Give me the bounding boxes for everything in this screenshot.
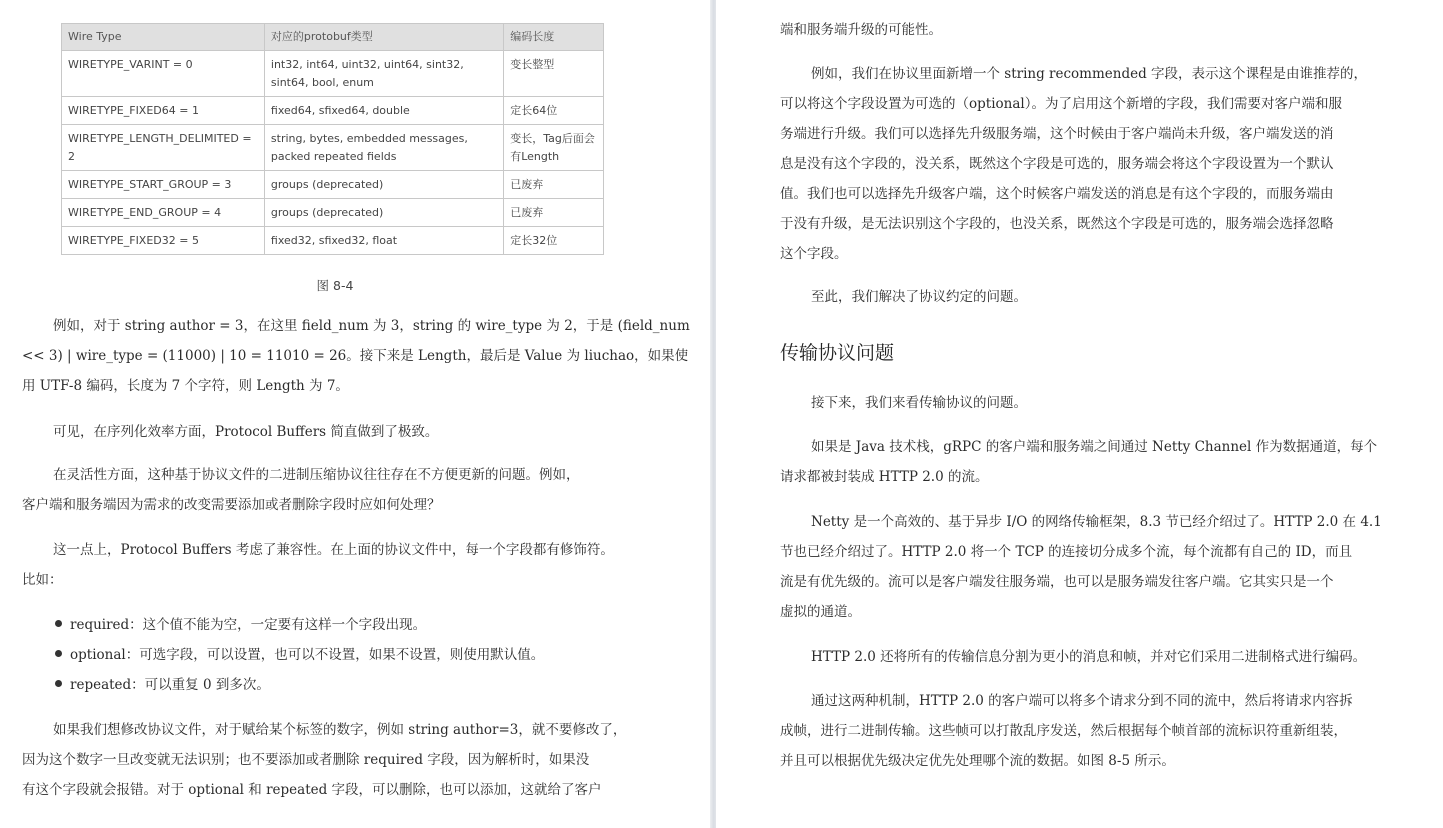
- table-cell: WIRETYPE_LENGTH_DELIMITED = 2: [62, 125, 265, 171]
- text-line: 因为这个数字一旦改变就无法识别；也不要添加或者删除 required 字段，因为解析时，如果没: [22, 752, 590, 768]
- bullet-icon: [55, 680, 62, 687]
- table-row: [62, 97, 604, 125]
- right-paragraph-5: [780, 507, 1410, 627]
- text-line: 可以将这个字段设置为可选的（optional）。为了启用这个新增的字段，我们需要对客户端和服: [780, 96, 1342, 112]
- table-cell: groups (deprecated): [264, 199, 503, 227]
- table-header-row: [62, 24, 604, 51]
- bullet-icon: [55, 620, 62, 627]
- text-line: 于没有升级，是无法识别这个字段的，也没关系，既然这个字段是可选的，服务端会选择忽略: [780, 216, 1334, 232]
- text-line: 用 UTF-8 编码，长度为 7 个字符，则 Length 为 7。: [22, 378, 349, 394]
- text-line: 节也已经介绍过了。HTTP 2.0 将一个 TCP 的连接切分成多个流，每个流都有自己的 ID，而且: [780, 544, 1353, 560]
- table-row: [62, 125, 604, 171]
- text-line: 比如：: [22, 572, 63, 588]
- text-line: 例如，我们在协议里面新增一个 string recommended 字段，表示这个课程是由谁推荐的，: [811, 66, 1368, 82]
- text-line: << 3) | wire_type = (11000) | 10 = 11010 = 26。接下来是 Length，最后是 Value 为 liuchao，如果使: [22, 348, 689, 364]
- table-cell: WIRETYPE_FIXED64 = 1: [62, 97, 265, 125]
- table-cell: string, bytes, embedded messages, packed repeated fields: [264, 125, 503, 171]
- text-line: 成帧，进行二进制传输。这些帧可以打散乱序发送，然后根据每个帧首部的流标识符重新组装，: [780, 723, 1347, 739]
- bullet-text: optional：可选字段，可以设置，也可以不设置，如果不设置，则使用默认值。: [70, 647, 545, 663]
- text-line: 端和服务端升级的可能性。: [780, 22, 942, 38]
- text-line: 客户端和服务端因为需求的改变需要添加或者删除字段时应如何处理？: [22, 497, 441, 513]
- text-line: 务端进行升级。我们可以选择先升级服务端，这个时候由于客户端尚未升级，客户端发送的消: [780, 126, 1334, 142]
- text-line: 流是有优先级的。流可以是客户端发往服务端，也可以是服务端发往客户端。它其实只是一个: [780, 574, 1334, 590]
- bullet-text: repeated：可以重复 0 到多次。: [70, 677, 270, 693]
- table-header-cell: 编码长度: [504, 24, 604, 51]
- bullet-item: [55, 640, 544, 670]
- text-line: 可见，在序列化效率方面，Protocol Buffers 简直做到了极致。: [53, 424, 439, 440]
- text-line: 请求都被封装成 HTTP 2.0 的流。: [780, 469, 989, 485]
- table-cell: int32, int64, uint32, uint64, sint32, sint64, bool, enum: [264, 51, 503, 97]
- figure-caption: 图 8-4: [316, 278, 354, 293]
- text-line: 通过这两种机制，HTTP 2.0 的客户端可以将多个请求分到不同的流中，然后将请求内容拆: [811, 693, 1353, 709]
- table-cell: 变长整型: [504, 51, 604, 97]
- left-paragraph-1: [22, 311, 690, 401]
- right-paragraph-3: [780, 388, 1410, 418]
- table-cell: fixed32, sfixed32, float: [264, 227, 503, 255]
- text-line: 如果是 Java 技术栈，gRPC 的客户端和服务端之间通过 Netty Channel 作为数据通道，每个: [811, 439, 1378, 455]
- left-paragraph-2: [22, 417, 652, 447]
- left-paragraph-5: [22, 715, 652, 805]
- right-paragraph-6: [780, 642, 1410, 672]
- left-paragraph-4: [22, 535, 652, 595]
- right-paragraph-2: [780, 282, 1410, 312]
- text-line: 并且可以根据优先级决定优先处理哪个流的数据。如图 8-5 所示。: [780, 753, 1175, 769]
- text-line: 虚拟的通道。: [780, 604, 861, 620]
- table-row: [62, 51, 604, 97]
- wire-type-table: [61, 23, 604, 255]
- text-line: 至此，我们解决了协议约定的问题。: [811, 289, 1027, 305]
- right-paragraph-1: [780, 59, 1410, 269]
- text-line: 这一点上，Protocol Buffers 考虑了兼容性。在上面的协议文件中，每一个字段都有修饰符。: [53, 542, 614, 558]
- text-line: 值。我们也可以选择先升级客户端，这个时候客户端发送的消息是有这个字段的，而服务端由: [780, 186, 1334, 202]
- text-line: 在灵活性方面，这种基于协议文件的二进制压缩协议往往存在不方便更新的问题。例如，: [53, 467, 580, 483]
- table-row: [62, 227, 604, 255]
- text-line: 例如，对于 string author = 3，在这里 field_num 为 3，string 的 wire_type 为 2，于是 (field_num: [53, 318, 690, 334]
- text-line: 息是没有这个字段的，没关系，既然这个字段是可选的，服务端会将这个字段设置为一个默认: [780, 156, 1334, 172]
- table-header-cell: 对应的protobuf类型: [264, 24, 503, 51]
- bullet-item: [55, 670, 270, 700]
- table-cell: 已废弃: [504, 199, 604, 227]
- table-row: [62, 199, 604, 227]
- table-cell: fixed64, sfixed64, double: [264, 97, 503, 125]
- right-paragraph-0: [780, 15, 1410, 45]
- table-cell: WIRETYPE_START_GROUP = 3: [62, 171, 265, 199]
- right-paragraph-4: [780, 432, 1410, 492]
- text-line: 如果我们想修改协议文件，对于赋给某个标签的数字，例如 string author=3，就不要修改了，: [53, 722, 627, 738]
- table-cell: 变长，Tag后面会有Length: [504, 125, 604, 171]
- table-cell: WIRETYPE_END_GROUP = 4: [62, 199, 265, 227]
- table-row: [62, 171, 604, 199]
- table-header-cell: Wire Type: [62, 24, 265, 51]
- text-line: 接下来，我们来看传输协议的问题。: [811, 395, 1027, 411]
- table-cell: WIRETYPE_VARINT = 0: [62, 51, 265, 97]
- text-line: Netty 是一个高效的、基于异步 I/O 的网络传输框架，8.3 节已经介绍过了。HTTP 2.0 在 4.1: [811, 514, 1382, 530]
- text-line: HTTP 2.0 还将所有的传输信息分割为更小的消息和帧，并对它们采用二进制格式进行编码。: [811, 649, 1367, 665]
- text-line: 有这个字段就会报错。对于 optional 和 repeated 字段，可以删除，也可以添加，这就给了客户: [22, 782, 602, 798]
- bullet-text: required：这个值不能为空，一定要有这样一个字段出现。: [70, 617, 427, 633]
- table-cell: groups (deprecated): [264, 171, 503, 199]
- table-cell: 定长64位: [504, 97, 604, 125]
- right-paragraph-7: [780, 686, 1410, 776]
- table-cell: WIRETYPE_FIXED32 = 5: [62, 227, 265, 255]
- bullet-icon: [55, 650, 62, 657]
- section-heading: 传输协议问题: [780, 342, 895, 364]
- left-paragraph-3: [22, 460, 652, 520]
- table-cell: 已废弃: [504, 171, 604, 199]
- text-line: 这个字段。: [780, 246, 848, 262]
- bullet-item: [55, 610, 426, 640]
- table-cell: 定长32位: [504, 227, 604, 255]
